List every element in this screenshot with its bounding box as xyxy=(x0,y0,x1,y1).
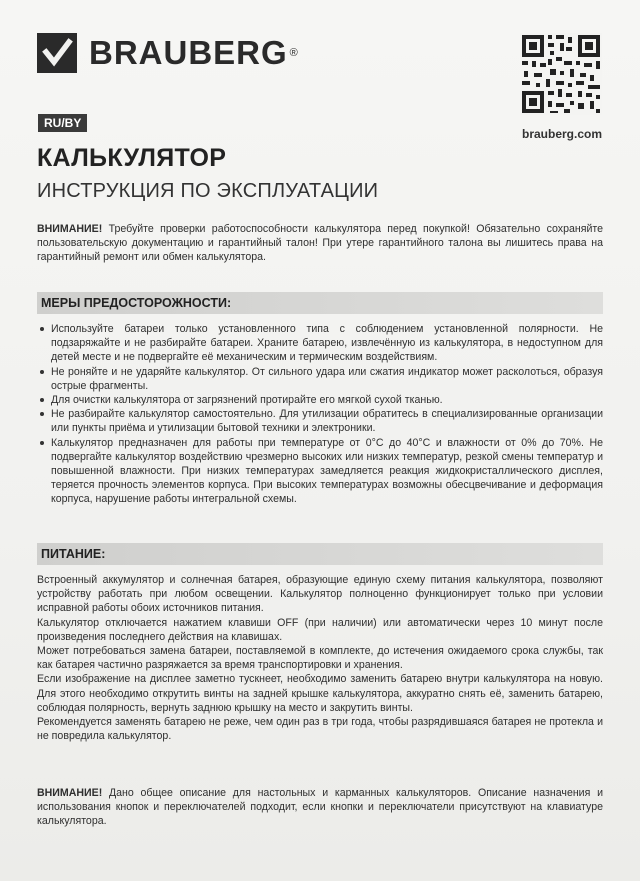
list-item: Не разбирайте калькулятор самостоятельно. Для утилизации обратитесь в специализированные организации или пункты приёма и утилизации бытовой техники и электроники. xyxy=(37,407,603,435)
precautions-heading: МЕРЫ ПРЕДОСТОРОЖНОСТИ: xyxy=(37,292,603,314)
registered-mark: ® xyxy=(289,47,298,59)
power-paragraph: Встроенный аккумулятор и солнечная батарея, образующие единую схему питания калькулятора, позволяют устройству работать при любом освещении. Калькулятор полноценно функционирует только при условии исправной работы обоих источников питания. xyxy=(37,574,603,615)
power-paragraph: Рекомендуется заменять батарею не реже, чем один раз в три года, чтобы разрядившаяся батарея не протекла и не повредила калькулятор. xyxy=(37,716,603,743)
attention-label: ВНИМАНИЕ! xyxy=(37,223,103,235)
page-title: КАЛЬКУЛЯТОР xyxy=(37,144,227,172)
checkmark-logo-icon xyxy=(37,33,77,73)
list-item: Не роняйте и не ударяйте калькулятор. От сильного удара или сжатия индикатор может расколоться, образуя острые фрагменты. xyxy=(37,365,603,393)
list-item: Используйте батареи только установленного типа с соблюдением установленной полярности. Не подзаряжайте и не разбирайте батареи. Храните батарею, извлечённую из калькулятора, в недоступном для детей месте и не подвергайте её механическим и термическим воздействиям. xyxy=(37,322,603,365)
power-paragraph: Калькулятор отключается нажатием клавиши OFF (при наличии) или автоматически через 10 минут после произведения последнего действия на клавишах. xyxy=(37,616,603,643)
power-text xyxy=(37,573,603,743)
brand-name: BRAUBERG xyxy=(89,34,288,71)
website-link[interactable]: brauberg.com xyxy=(522,127,603,141)
note-block xyxy=(37,786,603,829)
note-label: ВНИМАНИЕ! xyxy=(37,787,103,799)
attention-block xyxy=(37,222,603,265)
language-badge: RU/BY xyxy=(38,114,87,132)
note-text: Дано общее описание для настольных и карманных калькуляторов. Описание назначения и использования кнопок и переключателей подходит, если кнопки и переключатели присутствуют на клавиатуре калькулятора. xyxy=(37,787,603,828)
power-paragraph: Может потребоваться замена батареи, поставляемой в комплекте, до истечения ожидаемого срока службы, так как батарея частично разряжается за время транспортировки и хранения. xyxy=(37,645,603,672)
list-item: Для очистки калькулятора от загрязнений протирайте его мягкой сухой тканью. xyxy=(37,393,603,407)
page-subtitle: ИНСТРУКЦИЯ ПО ЭКСПЛУАТАЦИИ xyxy=(37,180,379,202)
qr-code-icon xyxy=(520,33,602,115)
precautions-list xyxy=(37,322,603,507)
power-paragraph: Если изображение на дисплее заметно тускнеет, необходимо заменить батарею внутри калькулятора на новую. Для этого необходимо открутить винты на задней крышке калькулятора, аккуратно снять её, заменить батарею, соблюдая полярность, вернуть заднюю крышку на место и закрутить винты. xyxy=(37,673,603,714)
power-heading: ПИТАНИЕ: xyxy=(37,543,603,565)
list-item: Калькулятор предназначен для работы при температуре от 0°С до 40°С и влажности от 0% до 70%. Не подвергайте калькулятор воздействию чрезмерно высоких или низких температур, резкой смены температур и повышенной влажности. При низких температурах замедляется реакция жидкокристаллического дисплея, теряется прочность элементов корпуса. При высоких температурах возможны обесцвечивание и деформация корпуса, нарушение работы интегральной схемы. xyxy=(37,436,603,507)
brand-logo xyxy=(37,33,298,73)
attention-text: Требуйте проверки работоспособности калькулятора перед покупкой! Обязательно сохраняйте пользовательскую документацию и гарантийный талон! При утере гарантийного талона вы лишитесь права на гарантийный ремонт или обмен калькулятора. xyxy=(37,223,603,264)
